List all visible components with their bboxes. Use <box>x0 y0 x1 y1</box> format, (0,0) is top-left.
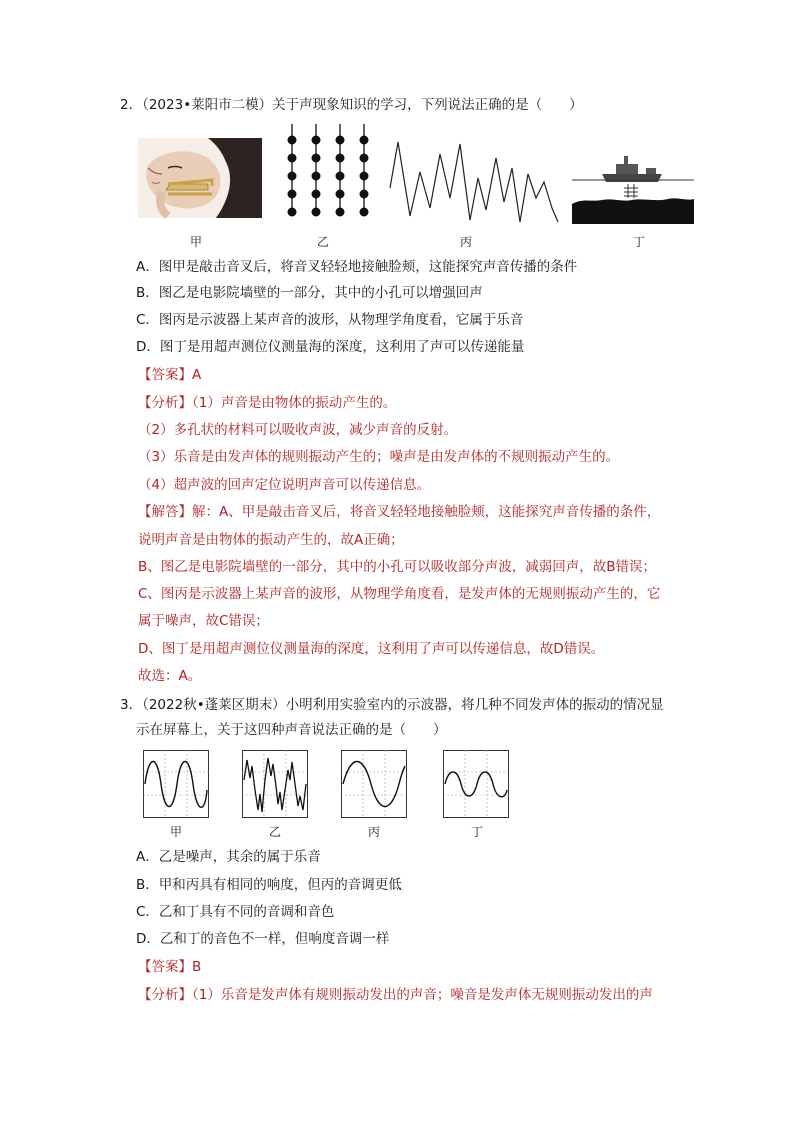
q3-scope-jia <box>143 750 209 818</box>
q3-answer-label: 【答案】 <box>138 959 192 975</box>
q3-scope-bing <box>341 750 407 818</box>
q2-solution <box>138 503 660 521</box>
q3-caption-jia: 甲 <box>169 825 182 839</box>
q3-answer <box>138 958 201 976</box>
q3-answer-value: B <box>192 959 202 975</box>
q3-analysis-label: 【分析】 <box>138 987 192 1003</box>
q2-option-c: C．图丙是示波器上某声音的波形，从物理学角度看，它属于乐音 <box>136 312 524 328</box>
q3-option-c: C．乙和丁具有不同的音调和音色 <box>136 904 335 920</box>
q3-option-a: A．乙是噪声，其余的属于乐音 <box>136 849 321 865</box>
q2-analysis-line-2: （2）多孔状的材料可以吸收声波，减少声音的反射。 <box>138 422 458 438</box>
q3-caption-yi: 乙 <box>268 825 281 839</box>
q3-caption-ding: 丁 <box>470 825 483 839</box>
q3-analysis-line-1: （1）乐音是发声体有规则振动发出的声音；噪音是发声体无规则振动发出的声 <box>192 987 653 1003</box>
q2-option-a: A．图甲是敲击音叉后，将音叉轻轻地接触脸颊，这能探究声音传播的条件 <box>136 259 578 275</box>
q2-stem: 2．（2023•莱阳市二模）关于声现象知识的学习，下列说法正确的是（ ） <box>120 97 583 113</box>
q2-answer <box>138 366 201 384</box>
q2-answer-value: A <box>192 367 202 383</box>
q3-scope-yi <box>242 750 308 818</box>
q3-caption-bing: 丙 <box>367 825 380 839</box>
q2-solution-line-2: 说明声音是由物体的振动产生的，故A正确； <box>138 532 404 548</box>
q3-analysis <box>138 986 653 1004</box>
q3-stem-line-1: 3．（2022秋•蓬莱区期末）小明利用实验室内的示波器，将几种不同发声体的振动的情况显 <box>120 697 664 713</box>
q2-figure-ding <box>572 150 694 224</box>
q2-solution-line-6: D、图丁是用超声测位仪测量海的深度，这利用了声可以传递信息，故D错误。 <box>138 641 605 657</box>
q2-answer-label: 【答案】 <box>138 367 192 383</box>
q2-option-d: D．图丁是用超声测位仪测量海的深度，这利用了声可以传递能量 <box>136 339 525 355</box>
q2-figure-jia <box>138 138 262 218</box>
q3-scope-ding <box>443 750 509 818</box>
q2-caption-ding: 丁 <box>632 235 645 249</box>
q2-option-b: B．图乙是电影院墙壁的一部分，其中的小孔可以增强回声 <box>136 285 483 301</box>
q2-solution-line-1: 解：A、甲是敲击音叉后，将音叉轻轻地接触脸颊，这能探究声音传播的条件， <box>192 504 661 520</box>
q2-solution-line-3: B、图乙是电影院墙壁的一部分，其中的小孔可以吸收部分声波，减弱回声，故B错误； <box>138 559 657 575</box>
q2-caption-jia: 甲 <box>189 235 202 249</box>
q2-solution-label: 【解答】 <box>138 504 192 520</box>
q2-caption-bing: 丙 <box>459 235 472 249</box>
q2-analysis-line-1: （1）声音是由物体的振动产生的。 <box>192 395 397 411</box>
q2-solution-line-4: C、图丙是示波器上某声音的波形，从物理学角度看，是发声体的无规则振动产生的，它 <box>138 586 661 602</box>
q2-solution-line-5: 属于噪声，故C错误； <box>138 613 269 629</box>
q3-stem-line-2: 示在屏幕上，关于这四种声音说法正确的是（ ） <box>136 722 447 738</box>
q2-caption-yi: 乙 <box>316 235 329 249</box>
q2-figure-yi <box>280 122 376 218</box>
q2-figure-bing <box>388 138 560 224</box>
q3-option-b: B．甲和丙具有相同的响度，但丙的音调更低 <box>136 877 402 893</box>
q2-conclusion: 故选：A。 <box>138 668 202 684</box>
q2-analysis-line-3: （3）乐音是由发声体的规则振动产生的；噪声是由发声体的不规则振动产生的。 <box>138 449 620 465</box>
q2-analysis <box>138 394 396 412</box>
q2-analysis-line-4: （4）超声波的回声定位说明声音可以传递信息。 <box>138 477 431 493</box>
q2-analysis-label: 【分析】 <box>138 395 192 411</box>
q3-option-d: D．乙和丁的音色不一样，但响度音调一样 <box>136 931 390 947</box>
